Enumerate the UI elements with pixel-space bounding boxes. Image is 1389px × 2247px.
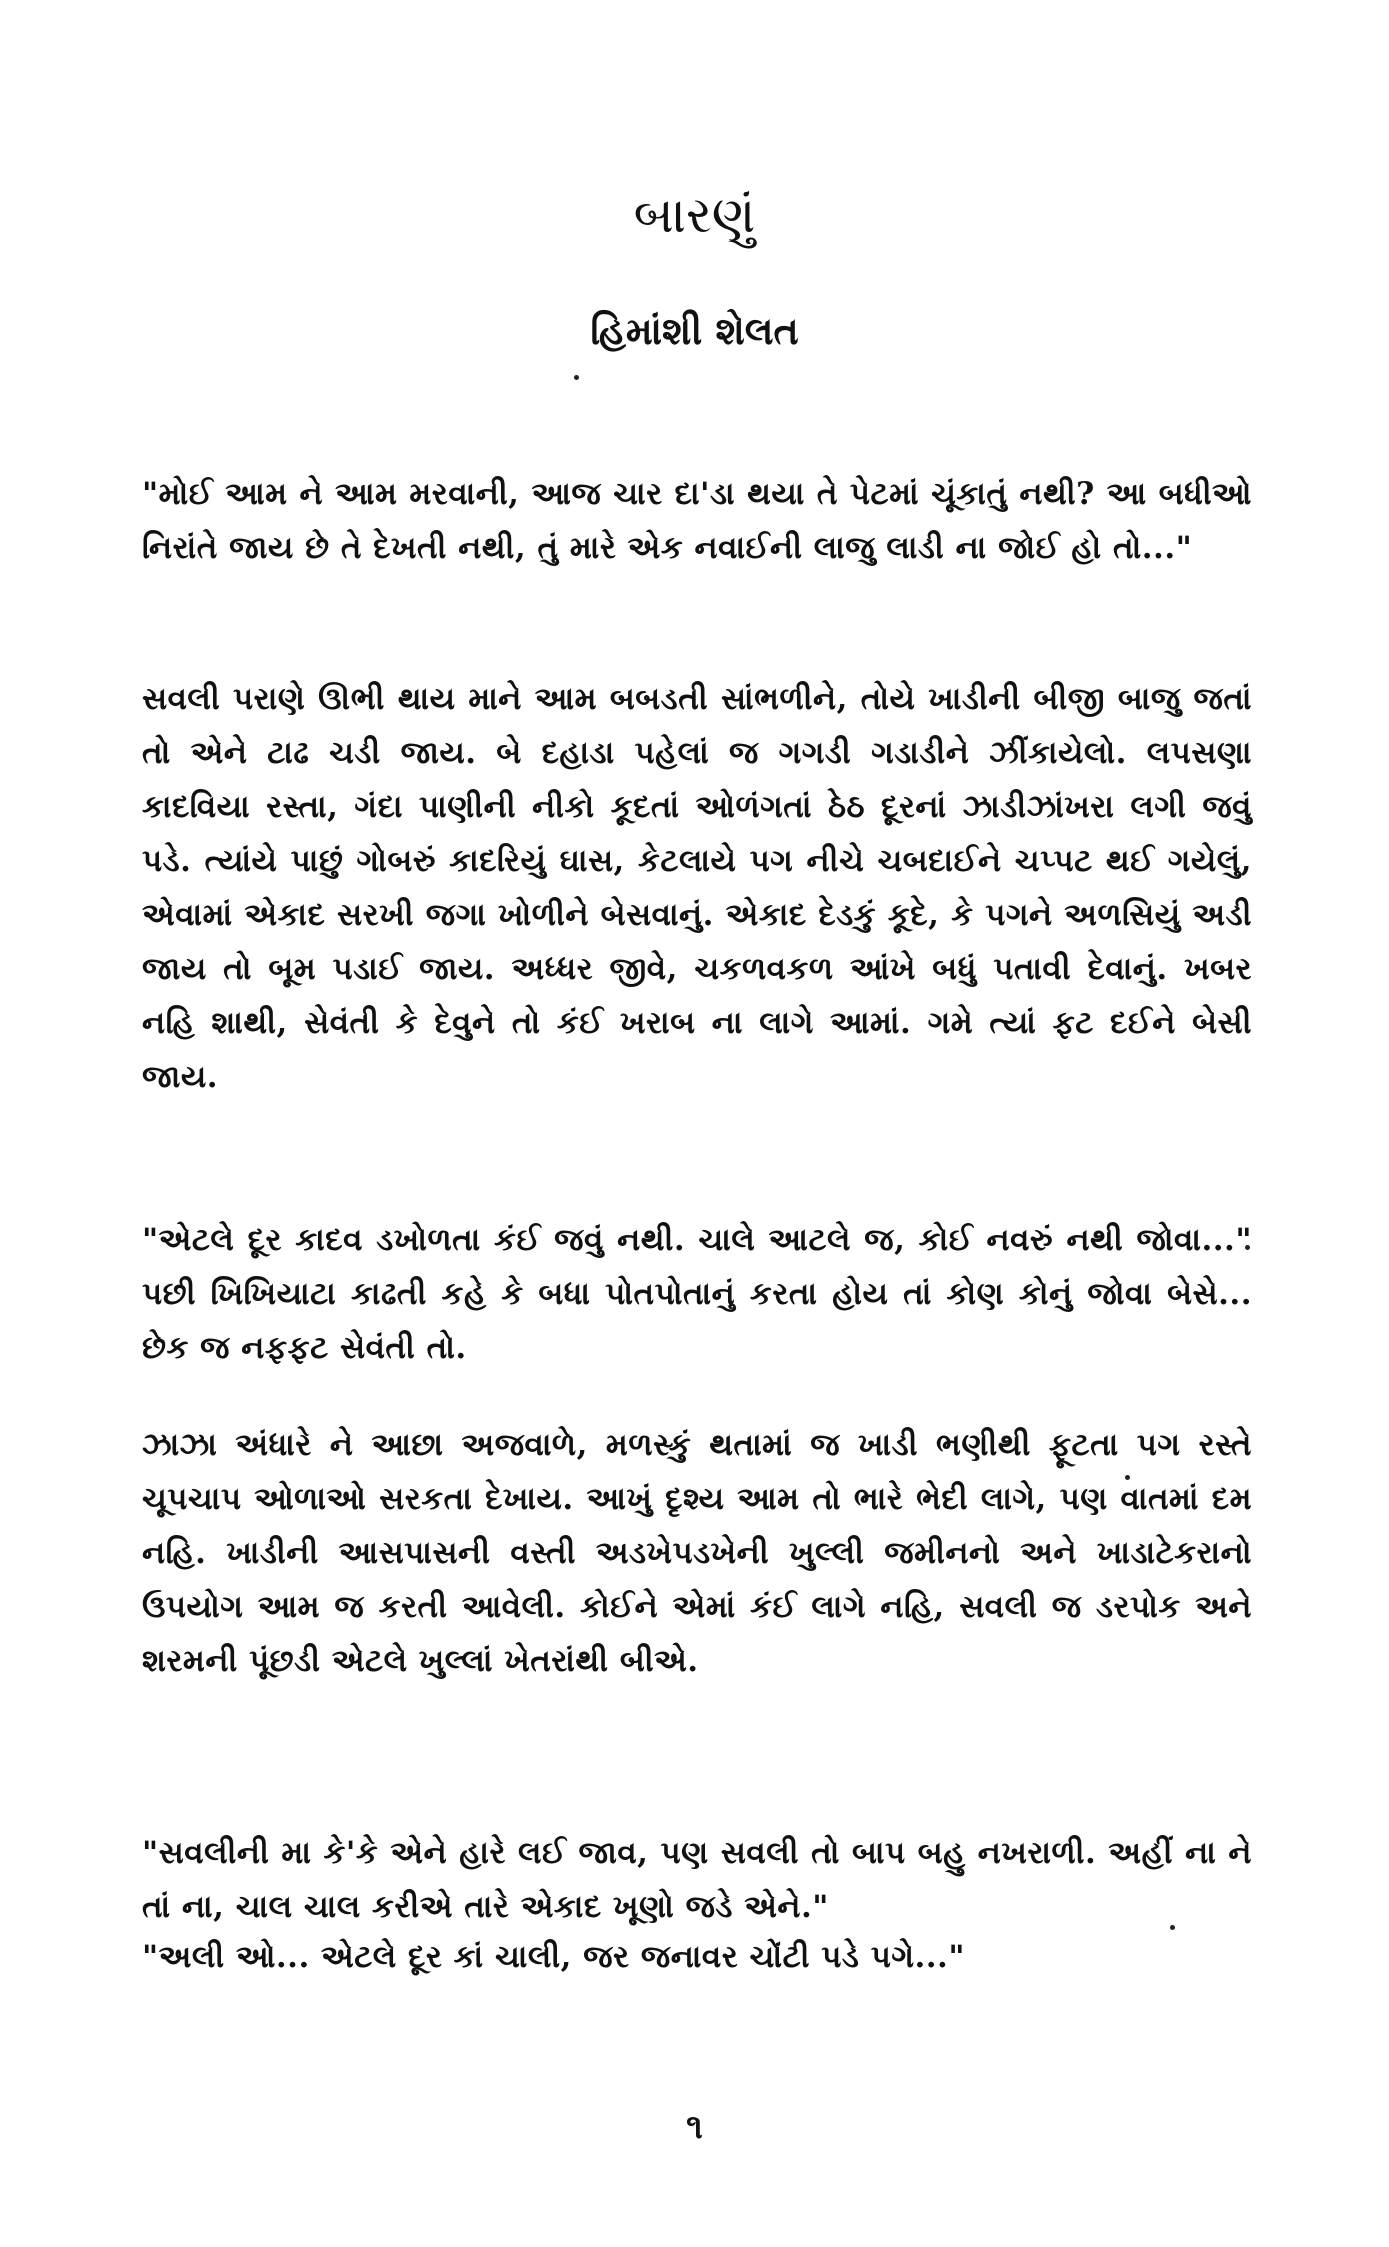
author-name: હિમાંશી શેલત [590,308,799,353]
page-number: ૧ [686,2107,703,2147]
paragraph-1: "મોઈ આમ ને આમ મરવાની, આજ ચાર દા'ડા થયા તે પેટમાં ચૂંકાતું નથી? આ બધીઓ નિરાંતે જાય છે તે દેખતી નથી, તું મારે એક નવાઈની લાજુ લાડી ના જોઈ હો તો..." [142,476,1252,566]
paragraph-5: "સવલીની મા કે'કે એને હારે લઈ જાવ, પણ સવલી તો બાપ બહુ નખરાળી. અહીં ના ને તાં ના, ચાલ ચાલ કરીએ તારે એકાદ ખૂણો જડે એને." [142,1835,1252,1925]
print-speck [574,375,579,380]
paragraph-6: "અલી ઓ... એટલે દૂર કાં ચાલી, જર જનાવર ચોંટી પડે પગે..." [142,1939,965,1975]
paragraph-4: ઝાઝા અંધારે ને આછા અજવાળે, મળસ્કું થતામાં જ ખાડી ભણીથી ફૂટતા પગ રસ્તે ચૂપચાપ ઓળાઓ સરકતા દેખાય. આખું દૃશ્ય આમ તો ભારે ભેદી લાગે, પણ વાતમાં દમ નહિ. ખાડીની આસપાસની વસ્તી અડખેપડખેની ખુલ્લી જમીનનો અને ખાડાટેકરાનો ઉપયોગ આમ જ કરતી આવેલી. કોઈને એમાં કંઈ લાગે નહિ, સવલી જ ડરપોક અને શરમની પૂંછડી એટલે ખુલ્લાં ખેતરાંથી બીએ. [142,1427,1252,1679]
story-title: બારણું [633,186,756,244]
paragraph-2: સવલી પરાણે ઊભી થાય માને આમ બબડતી સાંભળીને, તોયે ખાડીની બીજી બાજુ જતાં તો એને ટાઢ ચડી જાય. બે દહાડા પહેલાં જ ગગડી ગડાડીને ઝીંકાયેલો. લપસણા કાદવિયા રસ્તા, ગંદા પાણીની નીકો કૂદતાં ઓળંગતાં ઠેઠ દૂરનાં ઝાડીઝાંખરા લગી જવું પડે. ત્યાંયે પાછું ગોબરું કાદરિયું ઘાસ, કેટલાયે પગ નીચે ચબદાઈને ચપ્પટ થઈ ગયેલું, એવામાં એકાદ સરખી જગા ખોળીને બેસવાનું. એકાદ દેડકું કૂદે, કે પગને અળસિયું અડી જાય તો બૂમ પડાઈ જાય. અધ્ધર જીવે, ચકળવકળ આંખે બધું પતાવી દેવાનું. ખબર નહિ શાથી, સેવંતી કે દેવુને તો કંઈ ખરાબ ના લાગે આમાં. ગમે ત્યાં ફટ દઈને બેસી જાય. [142,681,1252,1095]
paragraph-3: "એટલે દૂર કાદવ ડખોળતા કંઈ જવું નથી. ચાલે આટલે જ, કોઈ નવરું નથી જોવા..." પછી ખિખિયાટા કાઢતી કહે કે બધા પોતપોતાનું કરતા હોય તાં કોણ કોનું જોવા બેસે... છેક જ નફફટ સેવંતી તો. [142,1222,1252,1366]
